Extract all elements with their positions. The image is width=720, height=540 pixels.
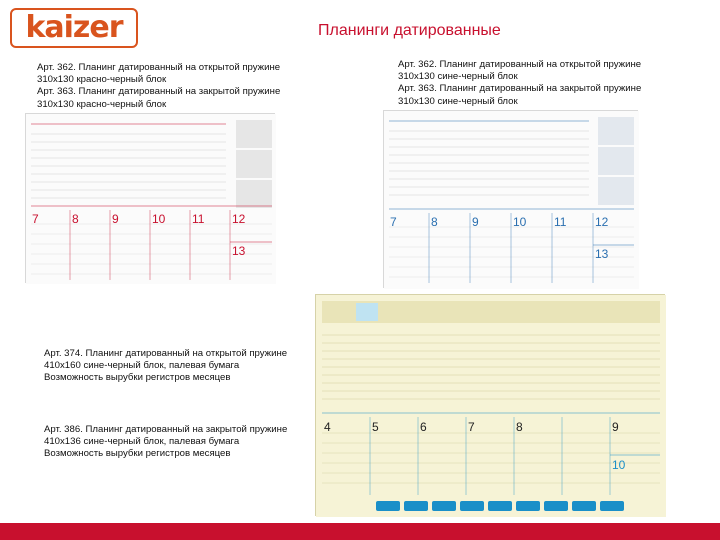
day-number: 8	[431, 215, 438, 229]
planner-cream-drawing	[316, 295, 666, 517]
day-number: 9	[472, 215, 479, 229]
day-number: 5	[372, 420, 379, 434]
planner-image-red	[25, 113, 275, 283]
day-number: 7	[390, 215, 397, 229]
planner-image-blue	[383, 110, 638, 288]
planner-image-cream	[315, 294, 665, 516]
day-number: 7	[468, 420, 475, 434]
day-number: 8	[516, 420, 523, 434]
day-number: 10	[513, 215, 527, 229]
planner-red-drawing	[26, 114, 276, 284]
day-number: 12	[595, 215, 609, 229]
day-number: 11	[554, 215, 567, 229]
day-number: 10	[612, 458, 626, 472]
day-number: 13	[595, 247, 609, 261]
product-desc-blue: Арт. 362. Планинг датированный на открытой пружине 310x130 сине-черный блок Арт. 363. Планинг датированный на закрытой пружине 310x130 сине-черный блок	[398, 59, 642, 107]
kaizer-logo	[10, 8, 138, 48]
footer-bar	[0, 523, 720, 540]
day-number: 9	[112, 212, 119, 226]
planner-blue-drawing	[384, 111, 639, 289]
day-number: 7	[32, 212, 39, 226]
logo-text: kaizer	[25, 10, 123, 45]
day-number: 8	[72, 212, 79, 226]
day-number: 4	[324, 420, 331, 434]
day-number: 12	[232, 212, 246, 226]
day-number: 6	[420, 420, 427, 434]
product-desc-374: Арт. 374. Планинг датированный на открытой пружине 410x160 сине-черный блок, палевая бумага Возможность вырубки регистров месяцев	[44, 348, 288, 384]
day-number: 11	[192, 212, 205, 226]
day-number: 9	[612, 420, 619, 434]
day-number: 13	[232, 244, 246, 258]
product-desc-red: Арт. 362. Планинг датированный на открытой пружине 310x130 красно-черный блок Арт. 363. Планинг датированный на закрытой пружине 310x130 красно-черный блок	[37, 62, 281, 110]
day-number: 10	[152, 212, 166, 226]
product-desc-386: Арт. 386. Планинг датированный на закрытой пружине 410x136 сине-черный блок, палевая бумага Возможность вырубки регистров месяцев	[44, 424, 288, 460]
page-title: Планинги датированные	[318, 22, 501, 39]
